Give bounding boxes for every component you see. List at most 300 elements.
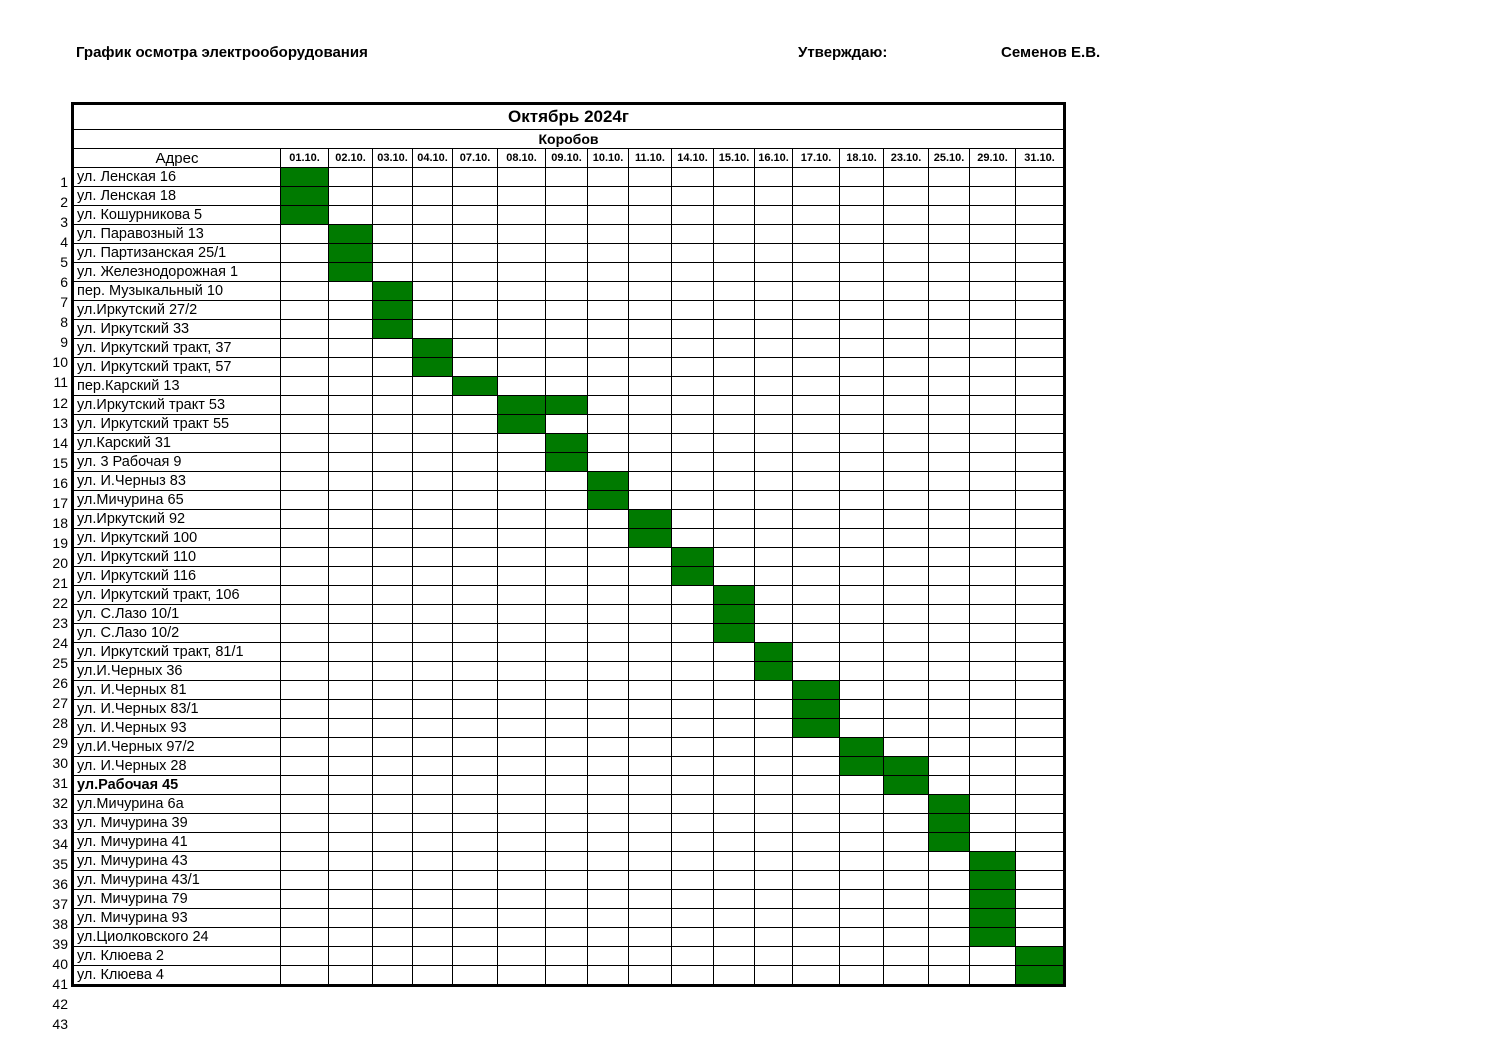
empty-cell	[929, 548, 970, 567]
row-number: 25	[52, 655, 68, 672]
empty-cell	[329, 548, 373, 567]
empty-cell	[373, 434, 413, 453]
empty-cell	[413, 871, 453, 890]
table-row	[73, 700, 1065, 719]
address-cell: ул.Мичурина 65	[73, 491, 281, 510]
empty-cell	[970, 738, 1016, 757]
empty-cell	[970, 947, 1016, 966]
empty-cell	[329, 947, 373, 966]
row-number: 16	[52, 474, 68, 491]
empty-cell	[884, 187, 929, 206]
empty-cell	[629, 377, 672, 396]
scheduled-cell	[413, 339, 453, 358]
empty-cell	[793, 396, 840, 415]
empty-cell	[1016, 757, 1065, 776]
empty-cell	[970, 719, 1016, 738]
scheduled-cell	[281, 187, 329, 206]
empty-cell	[755, 472, 793, 491]
empty-cell	[546, 529, 588, 548]
empty-cell	[884, 567, 929, 586]
scheduled-cell	[329, 244, 373, 263]
empty-cell	[755, 206, 793, 225]
empty-cell	[329, 738, 373, 757]
empty-cell	[413, 776, 453, 795]
table-row	[73, 719, 1065, 738]
empty-cell	[970, 377, 1016, 396]
empty-cell	[755, 928, 793, 947]
empty-cell	[629, 928, 672, 947]
empty-cell	[629, 168, 672, 187]
empty-cell	[840, 453, 884, 472]
empty-cell	[413, 187, 453, 206]
empty-cell	[755, 871, 793, 890]
empty-cell	[672, 339, 714, 358]
empty-cell	[884, 244, 929, 263]
empty-cell	[546, 871, 588, 890]
empty-cell	[793, 282, 840, 301]
empty-cell	[588, 643, 629, 662]
empty-cell	[413, 282, 453, 301]
empty-cell	[329, 415, 373, 434]
empty-cell	[413, 567, 453, 586]
row-number: 18	[52, 514, 68, 531]
empty-cell	[329, 320, 373, 339]
empty-cell	[329, 168, 373, 187]
row-number: 43	[52, 1015, 68, 1032]
empty-cell	[329, 871, 373, 890]
empty-cell	[413, 168, 453, 187]
empty-cell	[672, 947, 714, 966]
empty-cell	[498, 852, 546, 871]
empty-cell	[329, 814, 373, 833]
empty-cell	[281, 947, 329, 966]
empty-cell	[498, 586, 546, 605]
empty-cell	[453, 586, 498, 605]
empty-cell	[413, 434, 453, 453]
row-number: 9	[60, 334, 68, 351]
empty-cell	[629, 206, 672, 225]
empty-cell	[453, 814, 498, 833]
empty-cell	[453, 396, 498, 415]
empty-cell	[281, 966, 329, 986]
empty-cell	[929, 605, 970, 624]
empty-cell	[373, 928, 413, 947]
address-cell: ул. Иркутский 33	[73, 320, 281, 339]
empty-cell	[793, 453, 840, 472]
empty-cell	[453, 434, 498, 453]
empty-cell	[588, 548, 629, 567]
row-number: 13	[52, 414, 68, 431]
empty-cell	[970, 624, 1016, 643]
empty-cell	[453, 510, 498, 529]
empty-cell	[281, 643, 329, 662]
empty-cell	[1016, 909, 1065, 928]
empty-cell	[373, 738, 413, 757]
empty-cell	[329, 833, 373, 852]
address-cell: ул.И.Черных 36	[73, 662, 281, 681]
empty-cell	[1016, 358, 1065, 377]
row-number: 33	[52, 815, 68, 832]
empty-cell	[884, 662, 929, 681]
empty-cell	[281, 396, 329, 415]
empty-cell	[281, 510, 329, 529]
address-cell: ул.Рабочая 45	[73, 776, 281, 795]
empty-cell	[755, 586, 793, 605]
empty-cell	[588, 719, 629, 738]
table-row	[73, 567, 1065, 586]
scheduled-cell	[498, 415, 546, 434]
empty-cell	[329, 567, 373, 586]
empty-cell	[884, 605, 929, 624]
empty-cell	[588, 776, 629, 795]
empty-cell	[329, 472, 373, 491]
empty-cell	[929, 643, 970, 662]
empty-cell	[373, 909, 413, 928]
empty-cell	[672, 966, 714, 986]
empty-cell	[413, 453, 453, 472]
empty-cell	[840, 833, 884, 852]
date-column-header: 02.10.	[329, 149, 373, 168]
empty-cell	[453, 909, 498, 928]
empty-cell	[588, 396, 629, 415]
empty-cell	[629, 396, 672, 415]
empty-cell	[329, 776, 373, 795]
empty-cell	[714, 244, 755, 263]
table-row	[73, 909, 1065, 928]
empty-cell	[929, 738, 970, 757]
empty-cell	[329, 377, 373, 396]
scheduled-cell	[546, 396, 588, 415]
empty-cell	[588, 605, 629, 624]
empty-cell	[498, 662, 546, 681]
empty-cell	[714, 947, 755, 966]
empty-cell	[672, 510, 714, 529]
empty-cell	[1016, 928, 1065, 947]
scheduled-cell	[672, 567, 714, 586]
empty-cell	[755, 966, 793, 986]
scheduled-cell	[373, 320, 413, 339]
empty-cell	[546, 795, 588, 814]
empty-cell	[1016, 719, 1065, 738]
empty-cell	[793, 377, 840, 396]
empty-cell	[588, 966, 629, 986]
empty-cell	[281, 453, 329, 472]
empty-cell	[373, 795, 413, 814]
empty-cell	[498, 681, 546, 700]
empty-cell	[498, 947, 546, 966]
scheduled-cell	[714, 605, 755, 624]
empty-cell	[629, 833, 672, 852]
empty-cell	[373, 776, 413, 795]
scheduled-cell	[970, 890, 1016, 909]
empty-cell	[373, 567, 413, 586]
empty-cell	[884, 624, 929, 643]
empty-cell	[546, 757, 588, 776]
empty-cell	[884, 871, 929, 890]
address-cell: ул. Мичурина 39	[73, 814, 281, 833]
empty-cell	[413, 491, 453, 510]
empty-cell	[329, 396, 373, 415]
empty-cell	[884, 225, 929, 244]
empty-cell	[714, 776, 755, 795]
empty-cell	[929, 586, 970, 605]
date-column-header: 17.10.	[793, 149, 840, 168]
date-column-header: 31.10.	[1016, 149, 1065, 168]
empty-cell	[546, 415, 588, 434]
table-row	[73, 225, 1065, 244]
empty-cell	[453, 472, 498, 491]
row-number: 21	[52, 574, 68, 591]
empty-cell	[793, 852, 840, 871]
date-column-header: 15.10.	[714, 149, 755, 168]
empty-cell	[413, 890, 453, 909]
empty-cell	[1016, 263, 1065, 282]
empty-cell	[1016, 548, 1065, 567]
empty-cell	[373, 415, 413, 434]
empty-cell	[453, 263, 498, 282]
empty-cell	[1016, 472, 1065, 491]
empty-cell	[453, 624, 498, 643]
empty-cell	[1016, 510, 1065, 529]
address-cell: пер. Музыкальный 10	[73, 282, 281, 301]
empty-cell	[453, 168, 498, 187]
empty-cell	[793, 738, 840, 757]
empty-cell	[714, 681, 755, 700]
empty-cell	[793, 966, 840, 986]
empty-cell	[281, 282, 329, 301]
table-row	[73, 187, 1065, 206]
empty-cell	[840, 605, 884, 624]
empty-cell	[793, 871, 840, 890]
empty-cell	[884, 833, 929, 852]
empty-cell	[884, 377, 929, 396]
empty-cell	[714, 206, 755, 225]
empty-cell	[546, 605, 588, 624]
scheduled-cell	[373, 301, 413, 320]
empty-cell	[629, 947, 672, 966]
scheduled-cell	[793, 700, 840, 719]
empty-cell	[373, 947, 413, 966]
empty-cell	[498, 643, 546, 662]
scheduled-cell	[929, 795, 970, 814]
empty-cell	[453, 491, 498, 510]
empty-cell	[629, 909, 672, 928]
empty-cell	[755, 244, 793, 263]
date-column-header: 07.10.	[453, 149, 498, 168]
empty-cell	[546, 206, 588, 225]
scheduled-cell	[840, 757, 884, 776]
empty-cell	[588, 757, 629, 776]
empty-cell	[970, 776, 1016, 795]
address-cell: ул. С.Лазо 10/2	[73, 624, 281, 643]
empty-cell	[1016, 320, 1065, 339]
empty-cell	[840, 206, 884, 225]
empty-cell	[793, 206, 840, 225]
empty-cell	[453, 662, 498, 681]
empty-cell	[755, 415, 793, 434]
empty-cell	[755, 225, 793, 244]
empty-cell	[884, 415, 929, 434]
empty-cell	[714, 966, 755, 986]
empty-cell	[498, 890, 546, 909]
scheduled-cell	[1016, 947, 1065, 966]
empty-cell	[1016, 586, 1065, 605]
empty-cell	[546, 814, 588, 833]
empty-cell	[373, 624, 413, 643]
empty-cell	[1016, 434, 1065, 453]
empty-cell	[281, 719, 329, 738]
empty-cell	[714, 453, 755, 472]
empty-cell	[793, 225, 840, 244]
address-cell: ул. Клюева 4	[73, 966, 281, 986]
empty-cell	[970, 795, 1016, 814]
empty-cell	[755, 320, 793, 339]
empty-cell	[546, 738, 588, 757]
empty-cell	[672, 225, 714, 244]
empty-cell	[413, 662, 453, 681]
empty-cell	[1016, 624, 1065, 643]
empty-cell	[498, 206, 546, 225]
address-cell: ул. Мичурина 93	[73, 909, 281, 928]
row-number: 24	[52, 635, 68, 652]
empty-cell	[672, 415, 714, 434]
empty-cell	[498, 453, 546, 472]
empty-cell	[453, 301, 498, 320]
empty-cell	[884, 947, 929, 966]
empty-cell	[629, 472, 672, 491]
empty-cell	[373, 358, 413, 377]
table-row	[73, 206, 1065, 225]
empty-cell	[714, 472, 755, 491]
empty-cell	[453, 244, 498, 263]
empty-cell	[498, 377, 546, 396]
empty-cell	[453, 643, 498, 662]
scheduled-cell	[629, 529, 672, 548]
empty-cell	[793, 339, 840, 358]
empty-cell	[629, 757, 672, 776]
empty-cell	[413, 396, 453, 415]
empty-cell	[970, 700, 1016, 719]
empty-cell	[413, 225, 453, 244]
address-cell: ул. Ленская 18	[73, 187, 281, 206]
empty-cell	[970, 187, 1016, 206]
empty-cell	[840, 358, 884, 377]
empty-cell	[546, 472, 588, 491]
empty-cell	[373, 681, 413, 700]
empty-cell	[793, 947, 840, 966]
empty-cell	[793, 263, 840, 282]
table-row	[73, 586, 1065, 605]
empty-cell	[373, 529, 413, 548]
empty-cell	[672, 187, 714, 206]
empty-cell	[840, 681, 884, 700]
empty-cell	[546, 586, 588, 605]
row-number: 7	[60, 294, 68, 311]
empty-cell	[793, 776, 840, 795]
empty-cell	[413, 377, 453, 396]
empty-cell	[546, 624, 588, 643]
table-row	[73, 776, 1065, 795]
row-number: 3	[60, 214, 68, 231]
empty-cell	[546, 548, 588, 567]
empty-cell	[929, 472, 970, 491]
empty-cell	[755, 510, 793, 529]
empty-cell	[672, 871, 714, 890]
empty-cell	[588, 263, 629, 282]
empty-cell	[1016, 339, 1065, 358]
empty-cell	[588, 415, 629, 434]
empty-cell	[1016, 833, 1065, 852]
empty-cell	[755, 738, 793, 757]
empty-cell	[281, 434, 329, 453]
empty-cell	[629, 548, 672, 567]
empty-cell	[329, 187, 373, 206]
empty-cell	[970, 966, 1016, 986]
empty-cell	[413, 909, 453, 928]
document-title: График осмотра электрооборудования	[76, 44, 368, 61]
row-number: 35	[52, 855, 68, 872]
empty-cell	[281, 529, 329, 548]
empty-cell	[546, 282, 588, 301]
empty-cell	[413, 757, 453, 776]
empty-cell	[546, 966, 588, 986]
empty-cell	[793, 757, 840, 776]
empty-cell	[840, 244, 884, 263]
empty-cell	[329, 605, 373, 624]
empty-cell	[672, 814, 714, 833]
scheduled-cell	[546, 453, 588, 472]
empty-cell	[498, 776, 546, 795]
row-number: 10	[52, 354, 68, 371]
empty-cell	[929, 662, 970, 681]
empty-cell	[840, 415, 884, 434]
empty-cell	[1016, 681, 1065, 700]
table-row	[73, 529, 1065, 548]
empty-cell	[672, 434, 714, 453]
empty-cell	[755, 833, 793, 852]
scheduled-cell	[672, 548, 714, 567]
empty-cell	[498, 795, 546, 814]
empty-cell	[329, 453, 373, 472]
empty-cell	[970, 206, 1016, 225]
empty-cell	[714, 795, 755, 814]
address-cell: ул. Ленская 16	[73, 168, 281, 187]
empty-cell	[629, 814, 672, 833]
empty-cell	[413, 529, 453, 548]
empty-cell	[884, 358, 929, 377]
empty-cell	[588, 890, 629, 909]
table-row	[73, 548, 1065, 567]
empty-cell	[281, 358, 329, 377]
empty-cell	[714, 833, 755, 852]
empty-cell	[498, 263, 546, 282]
empty-cell	[329, 662, 373, 681]
table-row	[73, 662, 1065, 681]
empty-cell	[672, 890, 714, 909]
empty-cell	[672, 168, 714, 187]
empty-cell	[793, 890, 840, 909]
empty-cell	[840, 168, 884, 187]
empty-cell	[714, 510, 755, 529]
empty-cell	[588, 909, 629, 928]
row-number: 41	[52, 975, 68, 992]
empty-cell	[840, 548, 884, 567]
address-cell: ул. Иркутский тракт, 57	[73, 358, 281, 377]
empty-cell	[714, 415, 755, 434]
empty-cell	[755, 282, 793, 301]
empty-cell	[714, 377, 755, 396]
address-cell: ул. И.Черных 93	[73, 719, 281, 738]
